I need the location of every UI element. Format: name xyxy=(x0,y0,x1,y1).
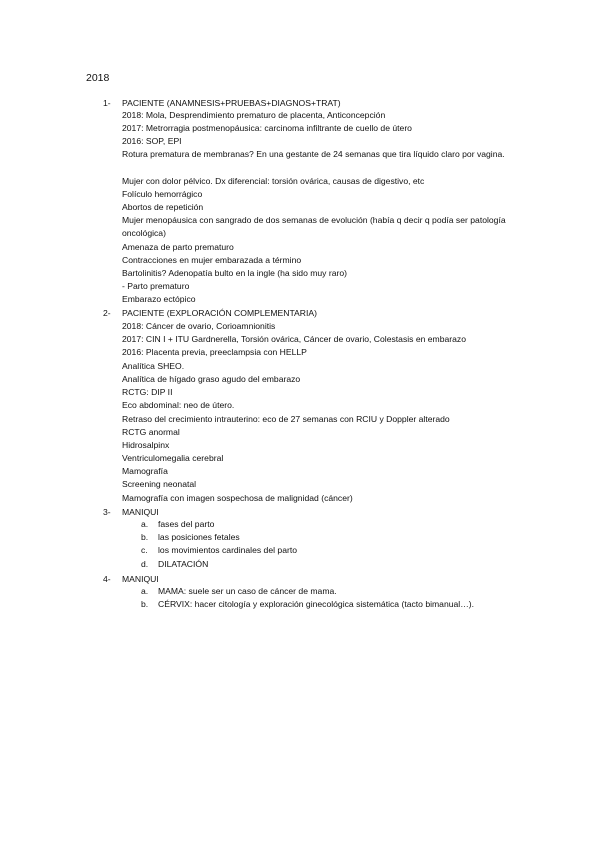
section-1-line: Rotura prematura de membranas? En una gestante de 24 semanas que tira líquido claro por vagina. xyxy=(122,149,505,159)
section-4-subitem-letter: b. xyxy=(141,599,149,609)
section-2-line: RCTG anormal xyxy=(122,427,180,437)
section-3-subitem-text: las posiciones fetales xyxy=(158,532,240,542)
section-1-line: Embarazo ectópico xyxy=(122,294,196,304)
section-4-number: 4- xyxy=(103,574,111,584)
section-2-line: Ventriculomegalia cerebral xyxy=(122,453,224,463)
section-1-line: Mujer con dolor pélvico. Dx diferencial: torsión ovárica, causas de digestivo, etc xyxy=(122,176,425,186)
section-1-line: 2016: SOP, EPI xyxy=(122,136,182,146)
section-2-line: Eco abdominal: neo de útero. xyxy=(122,400,235,410)
section-2-line: 2017: CIN I + ITU Gardnerella, Torsión ovárica, Cáncer de ovario, Colestasis en embarazo xyxy=(122,334,466,344)
section-1-line: Folículo hemorrágico xyxy=(122,189,203,199)
section-3-subitem-letter: b. xyxy=(141,532,149,542)
section-4-subitem-letter: a. xyxy=(141,586,149,596)
section-3-title: MANIQUI xyxy=(122,507,159,517)
section-3-subitem-letter: a. xyxy=(141,519,149,529)
section-2-line: Screening neonatal xyxy=(122,479,197,489)
section-1-line: Bartolinitis? Adenopatía bulto en la ingle (ha sido muy raro) xyxy=(122,268,348,278)
document-year: 2018 xyxy=(86,72,110,84)
section-2-line: Mamografía con imagen sospechosa de malignidad (cáncer) xyxy=(122,493,353,503)
section-1-line: Contracciones en mujer embarazada a término xyxy=(122,255,302,265)
section-2-line: RCTG: DIP II xyxy=(122,387,173,397)
section-4-title: MANIQUI xyxy=(122,574,159,584)
section-2-line: Analítica SHEO. xyxy=(122,361,185,371)
section-2-line: Analítica de hígado graso agudo del embarazo xyxy=(122,374,301,384)
section-4-subitem-text: CÉRVIX: hacer citología y exploración ginecológica sistemática (tacto bimanual…). xyxy=(158,599,475,609)
section-2-title: PACIENTE (EXPLORACIÓN COMPLEMENTARIA) xyxy=(122,308,317,318)
section-3-subitem-letter: d. xyxy=(141,559,149,569)
section-2-number: 2- xyxy=(103,308,111,318)
section-1-line: Mujer menopáusica con sangrado de dos semanas de evolución (había q decir q podía ser patología oncológica) xyxy=(122,215,506,239)
section-3-subitem-text: fases del parto xyxy=(158,519,215,529)
section-3-subitem-letter: c. xyxy=(141,545,148,555)
section-1-number: 1- xyxy=(103,98,111,108)
section-3-number: 3- xyxy=(103,507,111,517)
section-2-line: Retraso del crecimiento intrauterino: eco de 27 semanas con RCIU y Doppler alterado xyxy=(122,414,450,424)
section-4-subitem-text: MAMA: suele ser un caso de cáncer de mama. xyxy=(158,586,337,596)
section-1-title: PACIENTE (ANAMNESIS+PRUEBAS+DIAGNOS+TRAT) xyxy=(122,98,341,108)
section-1-line: Amenaza de parto prematuro xyxy=(122,242,234,252)
section-3-subitem-text: DILATACIÓN xyxy=(158,559,209,569)
section-1-line: 2017: Metrorragia postmenopáusica: carcinoma infiltrante de cuello de útero xyxy=(122,123,412,133)
section-1-line: - Parto prematuro xyxy=(122,281,190,291)
section-2-line: 2016: Placenta previa, preeclampsia con HELLP xyxy=(122,347,307,357)
section-2-line: Hidrosalpinx xyxy=(122,440,170,450)
section-1-line: Abortos de repetición xyxy=(122,202,204,212)
section-3-subitem-text: los movimientos cardinales del parto xyxy=(158,545,297,555)
section-2-line: Mamografía xyxy=(122,466,168,476)
section-1-line: 2018: Mola, Desprendimiento prematuro de placenta, Anticoncepción xyxy=(122,110,386,120)
section-2-line: 2018: Cáncer de ovario, Corioamnionitis xyxy=(122,321,276,331)
